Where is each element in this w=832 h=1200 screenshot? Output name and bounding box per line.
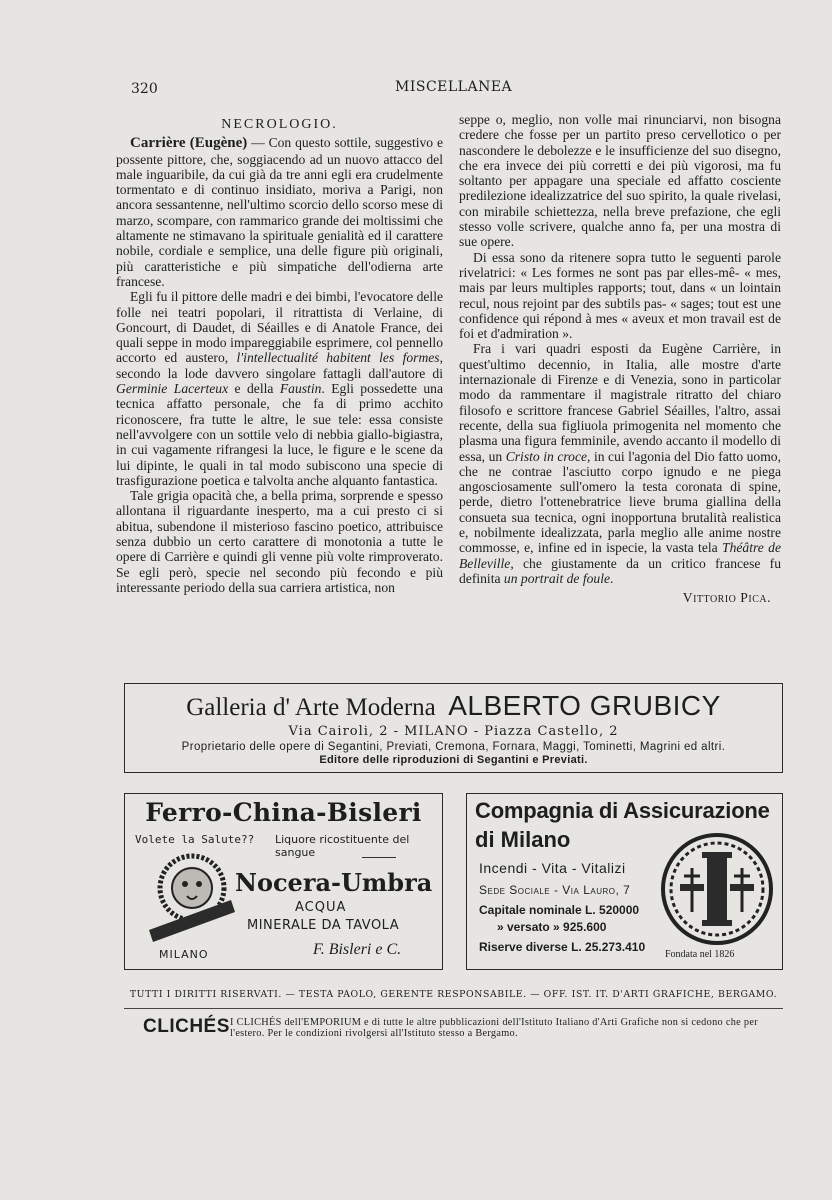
ad-insurance-founded: Fondata nel 1826 xyxy=(665,949,735,960)
ad-bisleri-acqua: ACQUA xyxy=(295,900,347,915)
insurance-seal-emblem xyxy=(660,832,774,946)
ad-grubicy-owner: ALBERTO GRUBICY xyxy=(448,690,721,721)
rights-line: TUTTI I DIRITTI RISERVATI. — TESTA PAOLO, GERENTE RESPONSABILE. — OFF. IST. IT. D'ARTI GRAFICHE, BERGAMO. xyxy=(129,989,778,1000)
ad-grubicy-gallery: Galleria d' Arte Moderna xyxy=(186,694,436,721)
ad-galleria-grubicy xyxy=(124,683,783,773)
ad-compagnia-assicurazione xyxy=(466,793,783,970)
ad-grubicy-address: Via Cairoli, 2 - MILANO - Piazza Castello, 2 xyxy=(288,724,619,739)
ad-insurance-address: Sede Sociale - Via Lauro, 7 xyxy=(479,883,631,897)
paragraph-4: seppe o, meglio, non volle mai rinunciarvi, non bisogna credere che fosse per un partito preso cervellotico o per nascondere le debolezze e le insufficienze del suo disegno, che era invece dei più corretti e dei più vigorosi, ma fu soltanto per appagare una speciale ed affatto cosciente predilezione idealizzatrice del suo spirito, la quale rivelasi, con mirabile schiettezza, nella breve prefazione, che egli stesso volle scrivere, qualche anno fa, per una mostra di sue opere. xyxy=(459,112,781,250)
ad-grubicy-editor: Editore delle riproduzioni di Segantini e Previati. xyxy=(319,754,588,766)
cliches-label: CLICHÉS xyxy=(143,1016,230,1037)
section-title: NECROLOGIO. xyxy=(221,117,338,132)
cliches-notice: I CLICHÉS dell'EMPORIUM e di tutte le altre pubblicazioni dell'Istituto Italiano d'Arti Grafiche non si cedono che per l'estero. Per le condizioni rivolgersi all'Istituto stesso a Bergamo. xyxy=(230,1017,758,1039)
ad-bisleri-minerale: MINERALE DA TAVOLA xyxy=(247,918,400,933)
page-number: 320 xyxy=(131,81,158,97)
ad-insurance-riserve: Riserve diverse L. 25.273.410 xyxy=(479,940,646,954)
paragraph-2: Egli fu il pittore delle madri e dei bimbi, l'evocatore delle folle nei teatri popolari, il ritrattista di Verlaine, di Goncourt, di Daudet, di Séailles e di Anatole France, dei quali seppe in modo impareggiabile esprimere, col pennello accorto ed austero, l'intellectualité habitent les formes, secondo la lode davvero singolare fattagli dall'autore di Germinie Lacerteux e della Faustin. Egli possedette una tecnica affatto personale, che fa di primo acchito riconoscere, fra tutte le altre, le sue tele: essa consiste nell'avvolgere con un sottile velo di nebbia giallo-bigiastra, in cui vagamente rifrangesi la luce, le figure e le scene da lui dipinte, le quali in tal modo subiscono una specie di trasfigurazione poetica e talvolta anche alquanto fantastica. xyxy=(116,289,443,488)
ad-bisleri-tagline: Liquore ricostituente del sangue xyxy=(275,833,410,859)
ad-bisleri-city: MILANO xyxy=(159,948,209,961)
footer-divider xyxy=(124,1008,783,1009)
paragraph-1: Carrière (Eugène) — Con questo sottile, suggestivo e possente pittore, che, soggiacendo ad un nuovo attacco del male inguaribile, da cui già da tre anni egli era crudelmente tormentato e di continuo insidiato, moriva a Parigi, non ancora sessantenne, nell'ultimo scorcio dello scorso mese di marzo, scompare, con rammarico grande dei moltissimi che altamente ne stimavano la spirituale genialità ed il carattere nobile, cordiale e semplice, una delle figure più originali, più caratteristiche e più simpatiche dell'odierna arte francese. xyxy=(116,135,443,289)
ad-insurance-capitale: Capitale nominale L. 520000 xyxy=(479,903,640,917)
running-title: MISCELLANEA xyxy=(395,79,513,95)
ad-ferro-china-bisleri xyxy=(124,793,443,970)
ad-insurance-title: Compagnia di Assicurazione xyxy=(475,798,770,823)
paragraph-5: Di essa sono da ritenere sopra tutto le seguenti parole rivelatrici: « Les formes ne sont pas par elles-mê- « mes, mais par leurs multiples rapports; tout, dans « un lointain recul, nous rejoint par des subtils pas- « sages; tout est une confidence qui répond à mes « aveux et mon travail est de foi et d'admiration ». xyxy=(459,249,781,342)
lion-bottle-illustration xyxy=(143,852,241,944)
article-column-left xyxy=(116,117,443,595)
ad-bisleri-maker: F. Bisleri e C. xyxy=(313,941,402,958)
ad-grubicy-owner-of: Proprietario delle opere di Segantini, Previati, Cremona, Fornara, Maggi, Tominetti, Magrini ed altri. xyxy=(181,741,726,753)
ad-bisleri-question: Volete la Salute?? xyxy=(135,833,255,846)
ad-bisleri-rule xyxy=(362,857,396,858)
ad-bisleri-product: Nocera-Umbra xyxy=(235,868,433,897)
ad-insurance-city: di Milano xyxy=(475,827,571,852)
article-column-right xyxy=(459,112,781,606)
ad-insurance-versato: » versato » 925.600 xyxy=(497,920,607,934)
paragraph-3: Tale grigia opacità che, a bella prima, sorprende e spesso allontana il riguardante inesperto, ma a cui presto ci si abitua, subendone il misterioso fascino poetico, attribuisce senza dubbio un certo carattere di monotonia a tutte le opere di Carrière e quindi gli venne più volte rimproverato. Se egli però, specie nel secondo più fecondo e più interessante periodo della sua carriera artistica, non xyxy=(116,488,443,595)
paragraph-6: Fra i vari quadri esposti da Eugène Carrière, in quest'ultimo decennio, in Italia, alle mostre d'arte internazionale di Firenze e di Venezia, sono in particolar modo da rammentare il magistrale ritratto del chiaro filosofo e scrittore francese Gabriel Séailles, l'altro, assai recente, della sua figliuola primogenita nel momento che plasma una figura femminile, avendo accanto il modello di essa, un Cristo in croce, in cui l'agonia del Dio fatto uomo, che ne contrae l'asciutto corpo ignudo e ne piega angosciosamente sull'omero la testa coronata di spine, perde, dietro l'ottenebratrice lieve bruma giallina della consueta sua tecnica, ogni inopportuna brutalità realistica e, nobilmente idealizzata, parla meglio alle anime nostre commosse, e, infine ed in ispecie, la vasta tela Théâtre de Belleville, che giustamente da un critico francese fu definita un portrait de foule. xyxy=(459,341,782,586)
deceased-name: Carrière (Eugène) xyxy=(130,135,248,152)
ad-bisleri-title: Ferro-China-Bisleri xyxy=(145,798,422,827)
ad-insurance-services: Incendi - Vita - Vitalizi xyxy=(479,860,626,876)
author-signature: Vittorio Pica. xyxy=(682,590,771,606)
